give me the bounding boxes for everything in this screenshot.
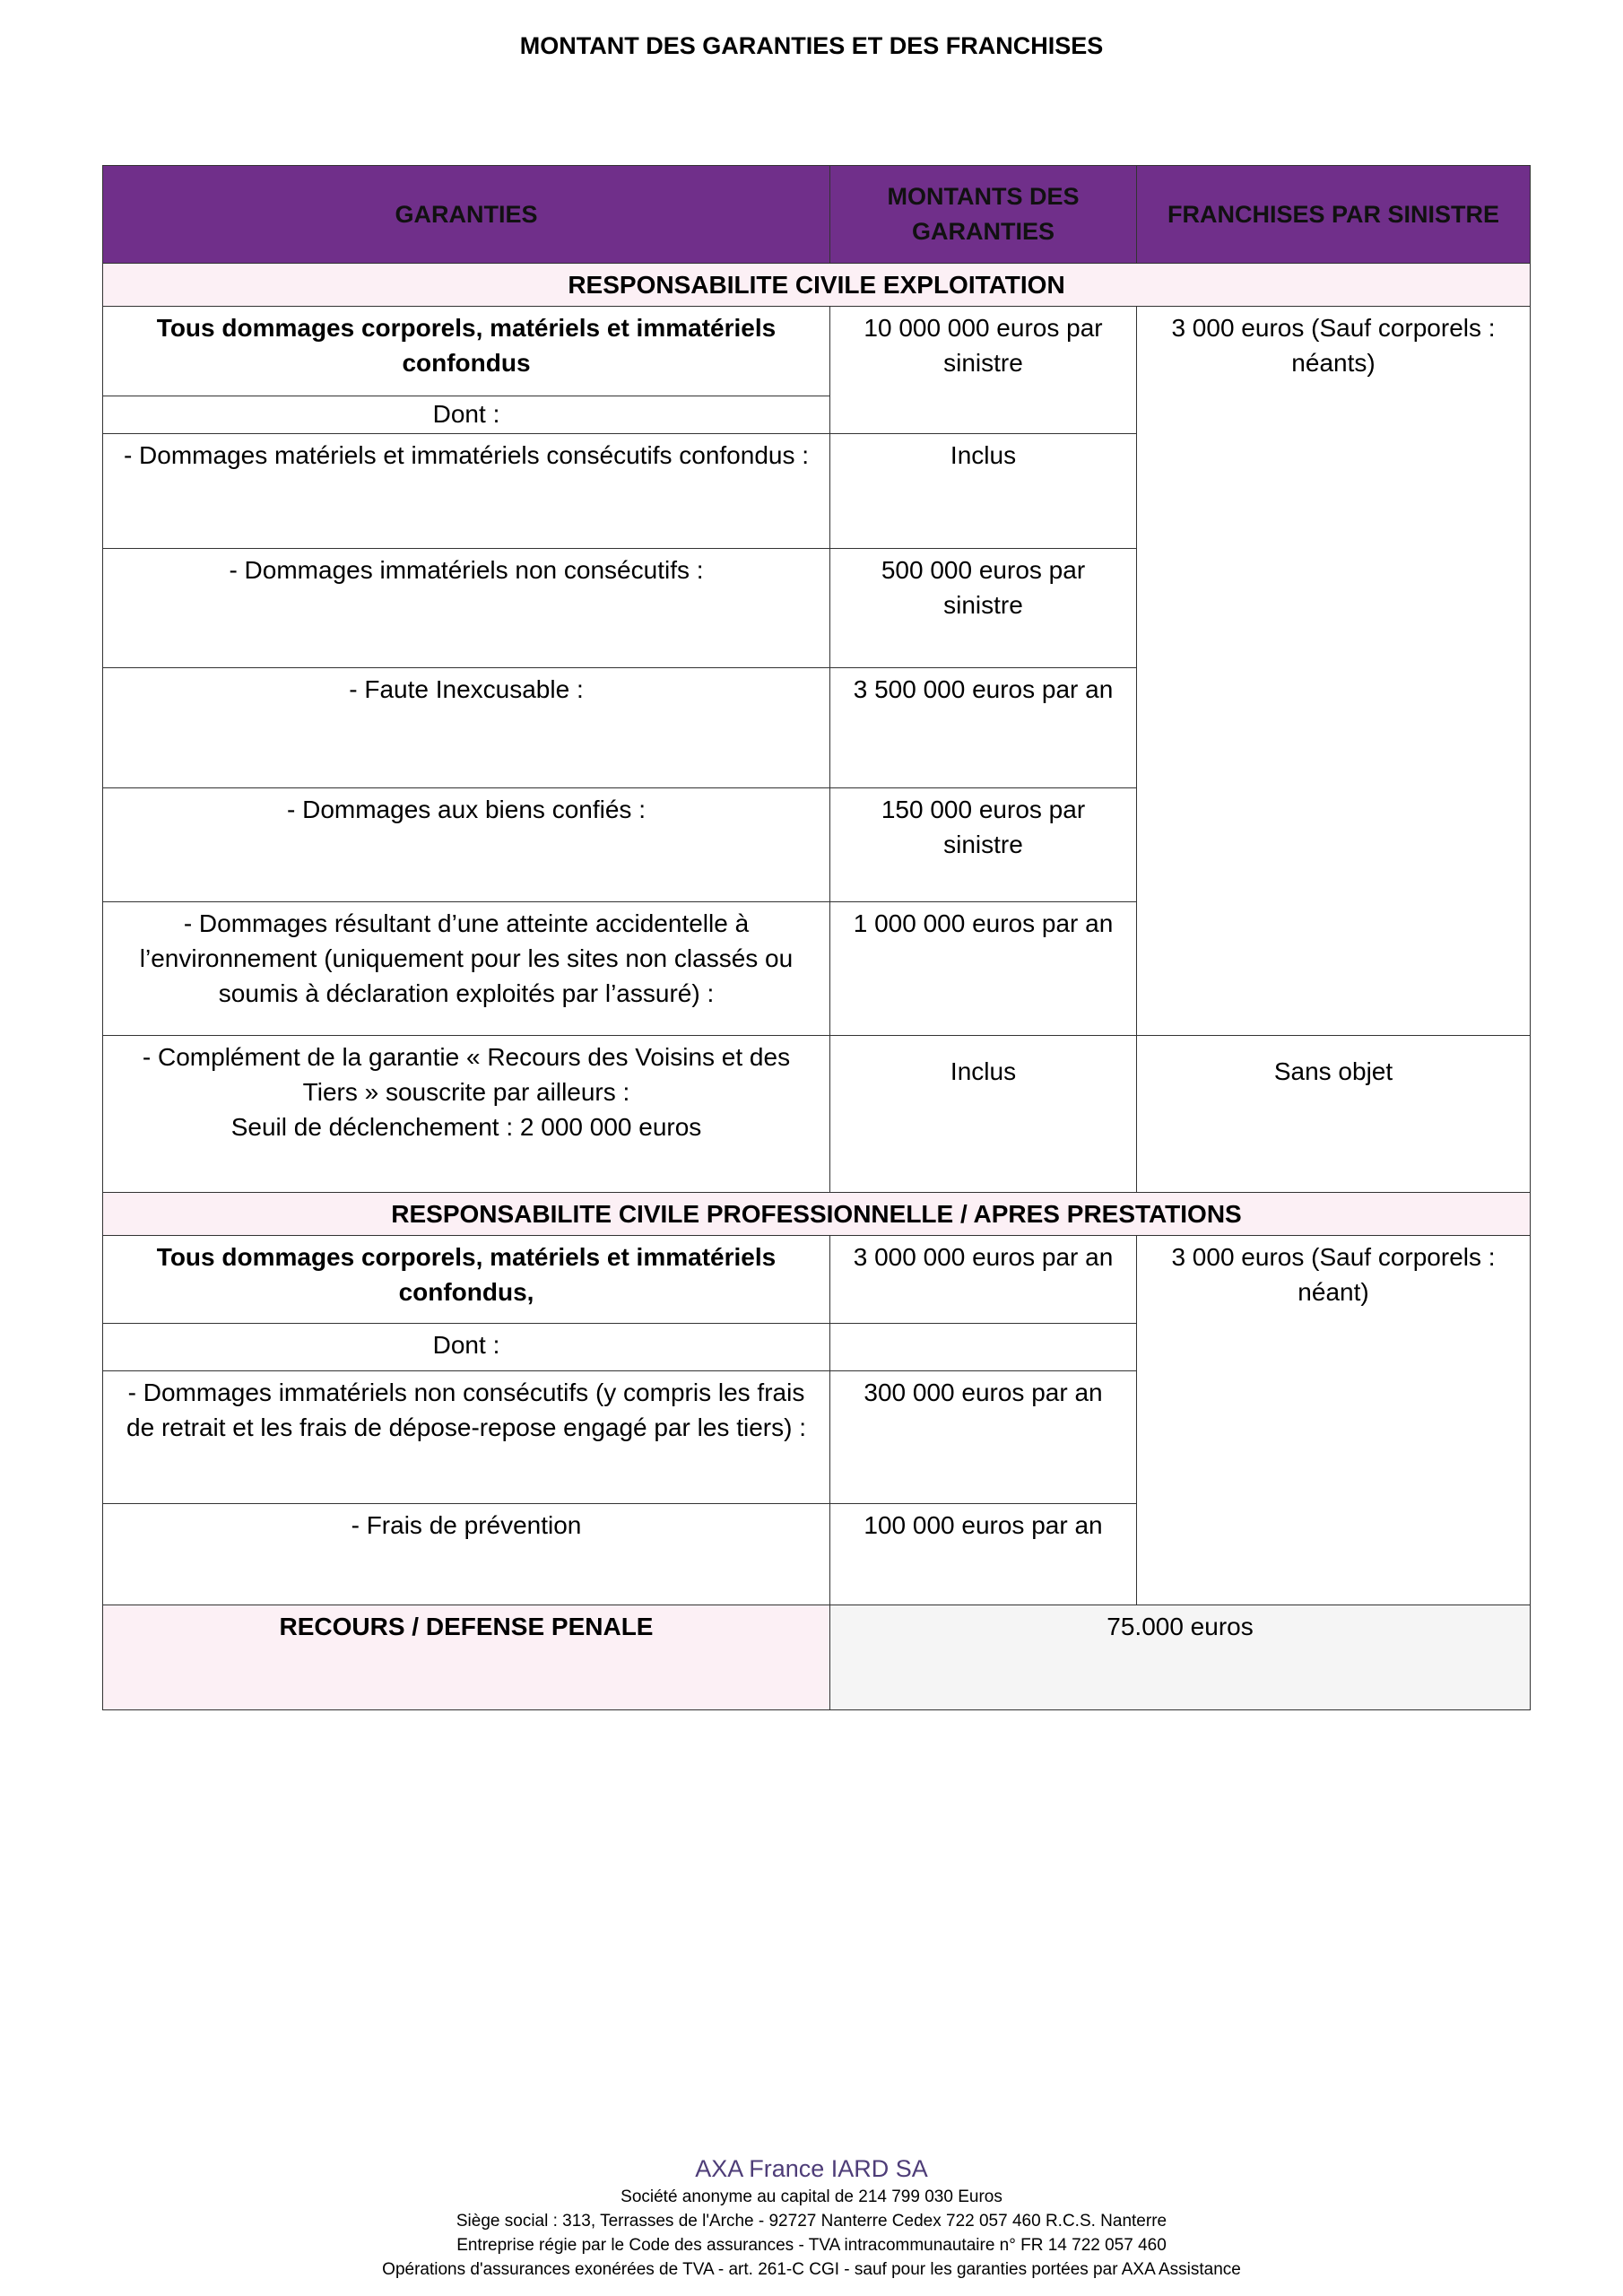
guarantee-amount [830,1324,1137,1371]
header-garanties: GARANTIES [103,166,830,264]
footer-line: Entreprise régie par le Code des assurances - TVA intracommunautaire n° FR 14 722 057 460 [456,2236,1167,2255]
table-header-row [103,166,1531,264]
guarantee-label: Dont : [103,396,830,434]
guarantee-label: - Dommages aux biens confiés : [103,788,830,902]
guarantee-label: Tous dommages corporels, matériels et immatériels confondus [103,307,830,396]
footer-company: AXA France IARD SA [695,2155,928,2182]
header-franchises: FRANCHISES PAR SINISTRE [1137,166,1531,264]
section-row [103,1193,1531,1236]
guarantee-label: - Dommages matériels et immatériels consécutifs confondus : [103,434,830,549]
guarantee-label: - Dommages immatériels non consécutifs (y compris les frais de retrait et les frais de dépose-repose engagé par les tiers) : [103,1371,830,1504]
complement-amount: Inclus [830,1036,1137,1193]
header-montants: MONTANTS DES GARANTIES [830,166,1137,264]
guarantee-amount: 3 000 000 euros par an [830,1236,1137,1324]
guarantee-amount: 150 000 euros par sinistre [830,788,1137,902]
table-row [103,307,1531,396]
table-row [103,1036,1531,1193]
complement-label [103,1036,830,1193]
table-row [103,1236,1531,1324]
table-row [103,1605,1531,1710]
guarantee-amount: 10 000 000 euros par sinistre [830,307,1137,434]
guarantee-amount: 500 000 euros par sinistre [830,549,1137,668]
guarantee-label: - Frais de prévention [103,1504,830,1605]
recours-value: 75.000 euros [830,1605,1531,1710]
recours-label: RECOURS / DEFENSE PENALE [103,1605,830,1710]
page-footer [0,2152,1623,2282]
guarantees-table [102,165,1531,1710]
guarantee-label: Dont : [103,1324,830,1371]
franchise-value: 3 000 euros (Sauf corporels : néant) [1137,1236,1531,1605]
footer-line: Opérations d'assurances exonérées de TVA - art. 261-C CGI - sauf pour les garanties portées par AXA Assistance [382,2260,1241,2279]
guarantee-label: - Dommages immatériels non consécutifs : [103,549,830,668]
footer-line: Société anonyme au capital de 214 799 030 Euros [621,2187,1002,2206]
guarantee-amount: 100 000 euros par an [830,1504,1137,1605]
section-title-rc-exploitation: RESPONSABILITE CIVILE EXPLOITATION [103,264,1531,307]
franchise-value: 3 000 euros (Sauf corporels : néants) [1137,307,1531,1036]
complement-line-1: - Complément de la garantie « Recours des Voisins et des Tiers » souscrite par ailleurs : [142,1043,791,1106]
guarantee-amount: 1 000 000 euros par an [830,902,1137,1036]
footer-line: Siège social : 313, Terrasses de l'Arche - 92727 Nanterre Cedex 722 057 460 R.C.S. Nanterre [456,2212,1167,2231]
document-title: MONTANT DES GARANTIES ET DES FRANCHISES [519,32,1104,59]
guarantee-amount: Inclus [830,434,1137,549]
guarantee-label: - Dommages résultant d’une atteinte accidentelle à l’environnement (uniquement pour les sites non classés ou soumis à déclaration exploités par l’assuré) : [103,902,830,1036]
guarantee-label: Tous dommages corporels, matériels et immatériels confondus, [103,1236,830,1324]
guarantee-label: - Faute Inexcusable : [103,668,830,788]
guarantee-amount: 3 500 000 euros par an [830,668,1137,788]
guarantee-amount: 300 000 euros par an [830,1371,1137,1504]
complement-franchise: Sans objet [1137,1036,1531,1193]
section-row [103,264,1531,307]
complement-line-2: Seuil de déclenchement : 2 000 000 euros [230,1113,702,1141]
section-title-rc-professionnelle: RESPONSABILITE CIVILE PROFESSIONNELLE / APRES PRESTATIONS [103,1193,1531,1236]
